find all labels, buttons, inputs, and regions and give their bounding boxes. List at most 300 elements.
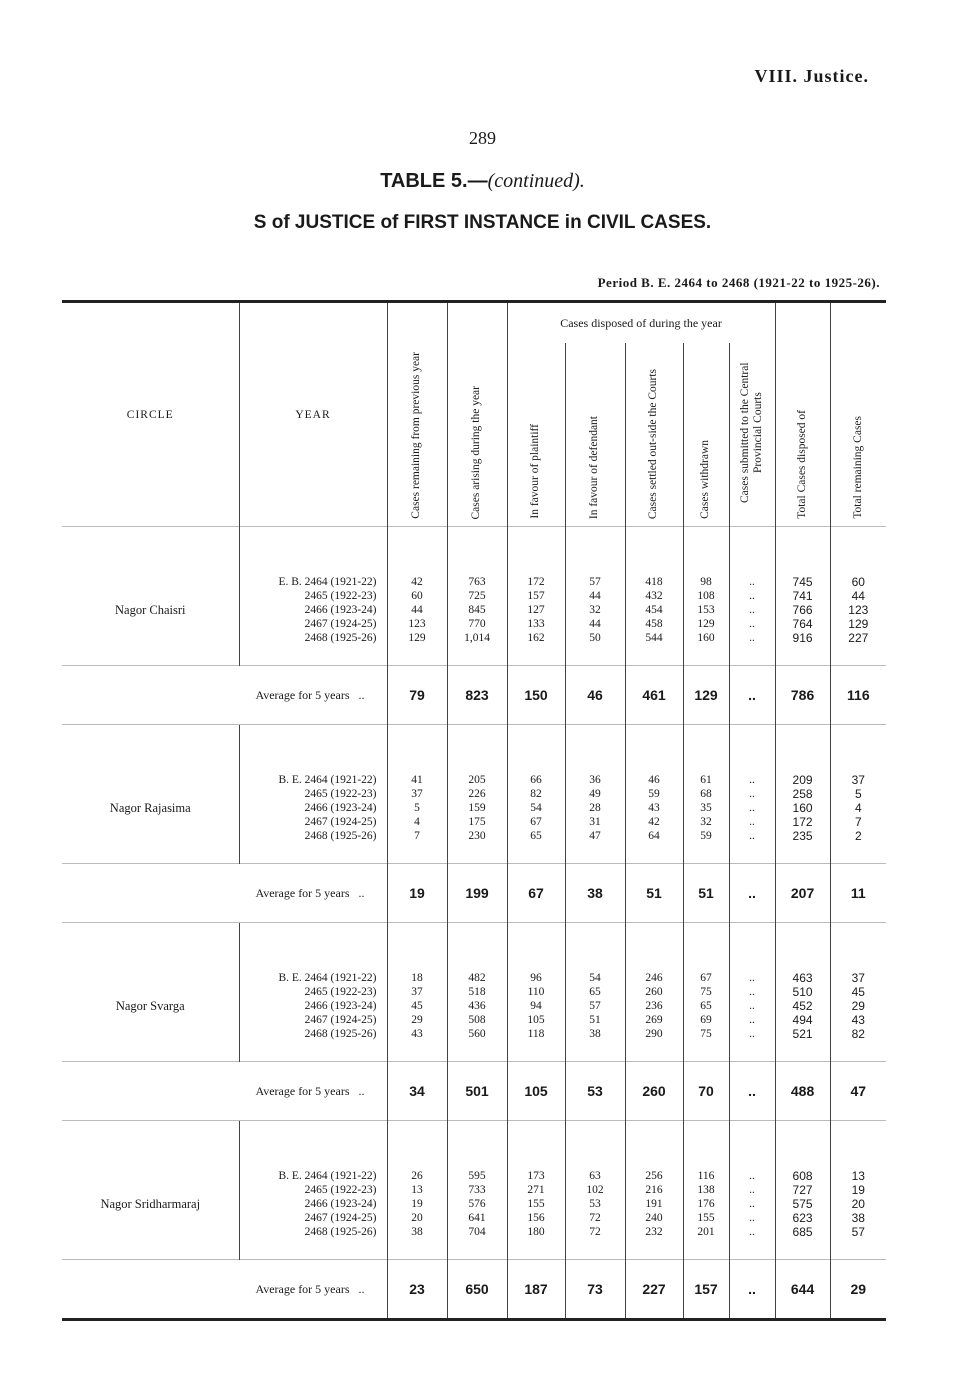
value: 260 (645, 986, 663, 998)
average-value: 260 (625, 1062, 683, 1121)
column-header-arising: Cases arising during the year (447, 302, 507, 527)
value: 436 (468, 1000, 486, 1012)
value: 256 (645, 1170, 663, 1182)
year-label: 2466 (1923-24) (304, 604, 377, 616)
value: .. (749, 576, 755, 588)
value: 232 (645, 1226, 663, 1238)
value: 191 (645, 1198, 663, 1210)
cell-remaining-prev (387, 555, 447, 666)
value: 510 (792, 985, 813, 999)
year-label: 2466 (1923-24) (304, 802, 377, 814)
cell-plaintiff (507, 555, 565, 666)
value: 176 (697, 1198, 715, 1210)
value: 133 (527, 618, 545, 630)
value: 45 (851, 985, 865, 999)
value: 68 (700, 788, 712, 800)
cell-submitted (729, 951, 775, 1062)
value: 42 (648, 816, 660, 828)
average-value: 29 (830, 1260, 886, 1320)
average-value: 644 (775, 1260, 830, 1320)
value: 37 (851, 971, 865, 985)
value: 82 (851, 1027, 865, 1041)
cell-submitted (729, 1149, 775, 1260)
value: 65 (530, 830, 542, 842)
year-label: 2468 (1925-26) (304, 1028, 377, 1040)
value: 230 (468, 830, 486, 842)
average-value: 51 (625, 864, 683, 923)
value: 226 (468, 788, 486, 800)
section-header: VIII. Justice. (754, 66, 869, 86)
average-value: 461 (625, 666, 683, 725)
value: 43 (411, 1028, 423, 1040)
block-spacer (62, 527, 886, 556)
value: 57 (851, 1225, 865, 1239)
value: 63 (589, 1170, 601, 1182)
value: 156 (527, 1212, 545, 1224)
table-body (62, 527, 886, 1320)
value: 153 (697, 604, 715, 616)
value: 72 (589, 1226, 601, 1238)
average-value: 501 (447, 1062, 507, 1121)
year-label: B. E. 2464 (1921-22) (278, 972, 377, 984)
value: 258 (792, 787, 813, 801)
value: 54 (589, 972, 601, 984)
value: 60 (411, 590, 423, 602)
average-value: 823 (447, 666, 507, 725)
average-value: 73 (565, 1260, 625, 1320)
average-value: 70 (683, 1062, 729, 1121)
cell-settled (625, 753, 683, 864)
value: 31 (589, 816, 601, 828)
value: .. (749, 816, 755, 828)
average-value: .. (729, 666, 775, 725)
value: 44 (589, 590, 601, 602)
value: 159 (468, 802, 486, 814)
table-title (0, 170, 965, 193)
average-value: 650 (447, 1260, 507, 1320)
value: 20 (411, 1212, 423, 1224)
value: .. (749, 972, 755, 984)
value: 290 (645, 1028, 663, 1040)
cell-withdrawn (683, 555, 729, 666)
average-label: Average for 5 years .. (62, 1062, 387, 1121)
value: 418 (645, 576, 663, 588)
average-value: 46 (565, 666, 625, 725)
value: 236 (645, 1000, 663, 1012)
average-value: 38 (565, 864, 625, 923)
average-value: 67 (507, 864, 565, 923)
circle-name: Nagor Chaisri (115, 602, 186, 617)
value: .. (749, 1000, 755, 1012)
value: 123 (848, 603, 869, 617)
year-label: B. E. 2464 (1921-22) (278, 1170, 377, 1182)
value: 725 (468, 590, 486, 602)
value: 45 (411, 1000, 423, 1012)
value: 5 (414, 802, 420, 814)
average-value: 51 (683, 864, 729, 923)
value: .. (749, 1212, 755, 1224)
value: 108 (697, 590, 715, 602)
average-value: .. (729, 1260, 775, 1320)
value: 116 (697, 1170, 715, 1182)
value: 7 (414, 830, 420, 842)
table-title-main: TABLE 5.— (380, 170, 488, 192)
year-label: 2466 (1923-24) (304, 1198, 377, 1210)
cell-submitted (729, 753, 775, 864)
value: 129 (848, 617, 869, 631)
year-label: E. B. 2464 (1921-22) (278, 576, 377, 588)
value: .. (749, 802, 755, 814)
cell-arising (447, 951, 507, 1062)
value: 5 (854, 787, 862, 801)
value: 37 (411, 986, 423, 998)
value: 47 (589, 830, 601, 842)
value: 60 (851, 575, 865, 589)
column-header-circle: CIRCLE (126, 408, 174, 421)
cell-remaining-prev (387, 753, 447, 864)
value: 69 (700, 1014, 712, 1026)
year-list (239, 555, 387, 666)
year-list (239, 753, 387, 864)
value: 770 (468, 618, 486, 630)
value: 157 (527, 590, 545, 602)
value: 35 (700, 802, 712, 814)
average-value: 150 (507, 666, 565, 725)
average-value: 105 (507, 1062, 565, 1121)
cell-defendant (565, 951, 625, 1062)
value: 44 (589, 618, 601, 630)
value: 36 (589, 774, 601, 786)
value: 521 (792, 1027, 813, 1041)
cell-plaintiff (507, 1149, 565, 1260)
cell-total-remaining (830, 753, 886, 864)
value: 2 (854, 829, 862, 843)
year-label: 2465 (1922-23) (304, 788, 377, 800)
value: 61 (700, 774, 712, 786)
value: 216 (645, 1184, 663, 1196)
column-group-disposed: Cases disposed of during the year (507, 302, 775, 344)
cell-remaining-prev (387, 1149, 447, 1260)
value: 19 (851, 1183, 865, 1197)
value: 155 (697, 1212, 715, 1224)
circle-name: Nagor Sridharmaraj (100, 1196, 201, 1211)
value: .. (749, 618, 755, 630)
value: 458 (645, 618, 663, 630)
value: 763 (468, 576, 486, 588)
year-label: 2465 (1922-23) (304, 590, 377, 602)
average-value: 187 (507, 1260, 565, 1320)
column-header-year: YEAR (239, 302, 387, 527)
value: 75 (700, 1028, 712, 1040)
value: 766 (792, 603, 813, 617)
value: 641 (468, 1212, 486, 1224)
block-spacer (62, 1121, 886, 1150)
value: 764 (792, 617, 813, 631)
average-label: Average for 5 years .. (62, 1260, 387, 1320)
year-label: 2467 (1924-25) (304, 1014, 377, 1026)
value: .. (749, 986, 755, 998)
value: 138 (697, 1184, 715, 1196)
cell-arising (447, 555, 507, 666)
value: 172 (527, 576, 545, 588)
value: 64 (648, 830, 660, 842)
circle-name: Nagor Rajasima (109, 800, 191, 815)
cell-arising (447, 753, 507, 864)
value: 32 (700, 816, 712, 828)
value: 41 (411, 774, 423, 786)
value: 65 (700, 1000, 712, 1012)
circle-block (62, 1149, 886, 1260)
value: 494 (792, 1013, 813, 1027)
value: .. (749, 1014, 755, 1026)
year-label: 2467 (1924-25) (304, 816, 377, 828)
cell-total-disposed (775, 951, 830, 1062)
value: 96 (530, 972, 542, 984)
average-label: Average for 5 years .. (62, 864, 387, 923)
average-row (62, 1062, 886, 1121)
value: 29 (411, 1014, 423, 1026)
value: 38 (589, 1028, 601, 1040)
period-label: Period B. E. 2464 to 2468 (1921-22 to 1925-26). (597, 275, 880, 290)
circle-block (62, 951, 886, 1062)
cell-settled (625, 1149, 683, 1260)
value: 129 (408, 632, 426, 644)
value: 118 (527, 1028, 545, 1040)
column-header-total-remaining: Total remaining Cases (830, 302, 886, 527)
average-value: 47 (830, 1062, 886, 1121)
year-label: 2468 (1925-26) (304, 830, 377, 842)
average-value: .. (729, 864, 775, 923)
value: 20 (851, 1197, 865, 1211)
cell-withdrawn (683, 951, 729, 1062)
value: 246 (645, 972, 663, 984)
value: 845 (468, 604, 486, 616)
value: 560 (468, 1028, 486, 1040)
value: 72 (589, 1212, 601, 1224)
average-label: Average for 5 years .. (62, 666, 387, 725)
value: 452 (792, 999, 813, 1013)
value: .. (749, 1226, 755, 1238)
value: 741 (792, 589, 813, 603)
value: 7 (854, 815, 862, 829)
block-spacer (62, 725, 886, 754)
value: .. (749, 1028, 755, 1040)
value: 49 (589, 788, 601, 800)
average-row (62, 864, 886, 923)
value: .. (749, 632, 755, 644)
average-value: 786 (775, 666, 830, 725)
value: 123 (408, 618, 426, 630)
value: .. (749, 788, 755, 800)
cell-total-remaining (830, 1149, 886, 1260)
value: 57 (589, 576, 601, 588)
value: 227 (848, 631, 869, 645)
year-label: B. E. 2464 (1921-22) (278, 774, 377, 786)
cell-remaining-prev (387, 951, 447, 1062)
cell-settled (625, 555, 683, 666)
value: 269 (645, 1014, 663, 1026)
value: 1,014 (464, 632, 490, 644)
cell-total-remaining (830, 555, 886, 666)
column-header-total-disposed: Total Cases disposed of (775, 302, 830, 527)
average-value: 23 (387, 1260, 447, 1320)
value: 26 (411, 1170, 423, 1182)
year-label: 2468 (1925-26) (304, 632, 377, 644)
value: 454 (645, 604, 663, 616)
table-title-continued: (continued). (487, 170, 585, 192)
cell-defendant (565, 555, 625, 666)
average-value: 11 (830, 864, 886, 923)
value: 271 (527, 1184, 545, 1196)
value: 67 (530, 816, 542, 828)
cell-defendant (565, 753, 625, 864)
block-spacer (62, 923, 886, 952)
value: 127 (527, 604, 545, 616)
circle-block (62, 753, 886, 864)
average-value: 79 (387, 666, 447, 725)
cell-defendant (565, 1149, 625, 1260)
value: 38 (411, 1226, 423, 1238)
value: 110 (527, 986, 545, 998)
average-value: 488 (775, 1062, 830, 1121)
value: 240 (645, 1212, 663, 1224)
average-value: 19 (387, 864, 447, 923)
value: 43 (648, 802, 660, 814)
value: 37 (411, 788, 423, 800)
year-label: 2465 (1922-23) (304, 986, 377, 998)
column-header-defendant: In favour of defendant (565, 343, 625, 527)
value: 733 (468, 1184, 486, 1196)
value: 67 (700, 972, 712, 984)
value: 463 (792, 971, 813, 985)
value: .. (749, 830, 755, 842)
value: 44 (851, 589, 865, 603)
value: 59 (648, 788, 660, 800)
value: 595 (468, 1170, 486, 1182)
value: 28 (589, 802, 601, 814)
value: 172 (792, 815, 813, 829)
cell-submitted (729, 555, 775, 666)
value: 608 (792, 1169, 813, 1183)
average-value: 116 (830, 666, 886, 725)
table-subtitle: S of JUSTICE of FIRST INSTANCE in CIVIL CASES. (253, 212, 712, 233)
circle-block (62, 555, 886, 666)
value: 32 (589, 604, 601, 616)
cell-total-disposed (775, 753, 830, 864)
value: 155 (527, 1198, 545, 1210)
value: 727 (792, 1183, 813, 1197)
value: .. (749, 1184, 755, 1196)
value: 19 (411, 1198, 423, 1210)
average-value: 207 (775, 864, 830, 923)
value: .. (749, 1170, 755, 1182)
value: 209 (792, 773, 813, 787)
column-header-settled: Cases settled out-side the Courts (625, 343, 683, 527)
value: 160 (697, 632, 715, 644)
cell-withdrawn (683, 1149, 729, 1260)
value: 13 (851, 1169, 865, 1183)
value: 201 (697, 1226, 715, 1238)
average-value: 227 (625, 1260, 683, 1320)
average-value: 53 (565, 1062, 625, 1121)
cell-plaintiff (507, 951, 565, 1062)
average-value: 157 (683, 1260, 729, 1320)
value: 29 (851, 999, 865, 1013)
column-header-submitted: Cases submitted to the Central Provincial Courts (729, 343, 775, 527)
value: 102 (586, 1184, 604, 1196)
value: 162 (527, 632, 545, 644)
value: 98 (700, 576, 712, 588)
value: 4 (854, 801, 862, 815)
cell-arising (447, 1149, 507, 1260)
value: 59 (700, 830, 712, 842)
value: 685 (792, 1225, 813, 1239)
year-list (239, 1149, 387, 1260)
cell-plaintiff (507, 753, 565, 864)
value: 42 (411, 576, 423, 588)
value: 53 (589, 1198, 601, 1210)
value: .. (749, 590, 755, 602)
value: 518 (468, 986, 486, 998)
value: 129 (697, 618, 715, 630)
year-label: 2465 (1922-23) (304, 1184, 377, 1196)
value: .. (749, 604, 755, 616)
value: 18 (411, 972, 423, 984)
value: 205 (468, 774, 486, 786)
value: 160 (792, 801, 813, 815)
value: 37 (851, 773, 865, 787)
value: 50 (589, 632, 601, 644)
average-value: .. (729, 1062, 775, 1121)
page-number: 289 (469, 128, 496, 148)
justice-table (62, 300, 886, 1321)
column-header-plaintiff: In favour of plaintiff (507, 343, 565, 527)
column-header-remaining-prev: Cases remaining from previous year (387, 302, 447, 527)
value: 65 (589, 986, 601, 998)
value: 43 (851, 1013, 865, 1027)
value: 57 (589, 1000, 601, 1012)
value: 482 (468, 972, 486, 984)
cell-total-disposed (775, 555, 830, 666)
cell-total-remaining (830, 951, 886, 1062)
value: 576 (468, 1198, 486, 1210)
year-label: 2467 (1924-25) (304, 1212, 377, 1224)
column-header-withdrawn: Cases withdrawn (683, 343, 729, 527)
value: 82 (530, 788, 542, 800)
value: 575 (792, 1197, 813, 1211)
value: 46 (648, 774, 660, 786)
value: 508 (468, 1014, 486, 1026)
value: 180 (527, 1226, 545, 1238)
value: 54 (530, 802, 542, 814)
average-row (62, 1260, 886, 1320)
value: 105 (527, 1014, 545, 1026)
value: 38 (851, 1211, 865, 1225)
value: 13 (411, 1184, 423, 1196)
year-label: 2468 (1925-26) (304, 1226, 377, 1238)
value: 745 (792, 575, 813, 589)
average-value: 34 (387, 1062, 447, 1121)
value: 4 (414, 816, 420, 828)
cell-total-disposed (775, 1149, 830, 1260)
average-value: 199 (447, 864, 507, 923)
value: 623 (792, 1211, 813, 1225)
value: 916 (792, 631, 813, 645)
value: 75 (700, 986, 712, 998)
cell-withdrawn (683, 753, 729, 864)
value: 544 (645, 632, 663, 644)
year-label: 2467 (1924-25) (304, 618, 377, 630)
